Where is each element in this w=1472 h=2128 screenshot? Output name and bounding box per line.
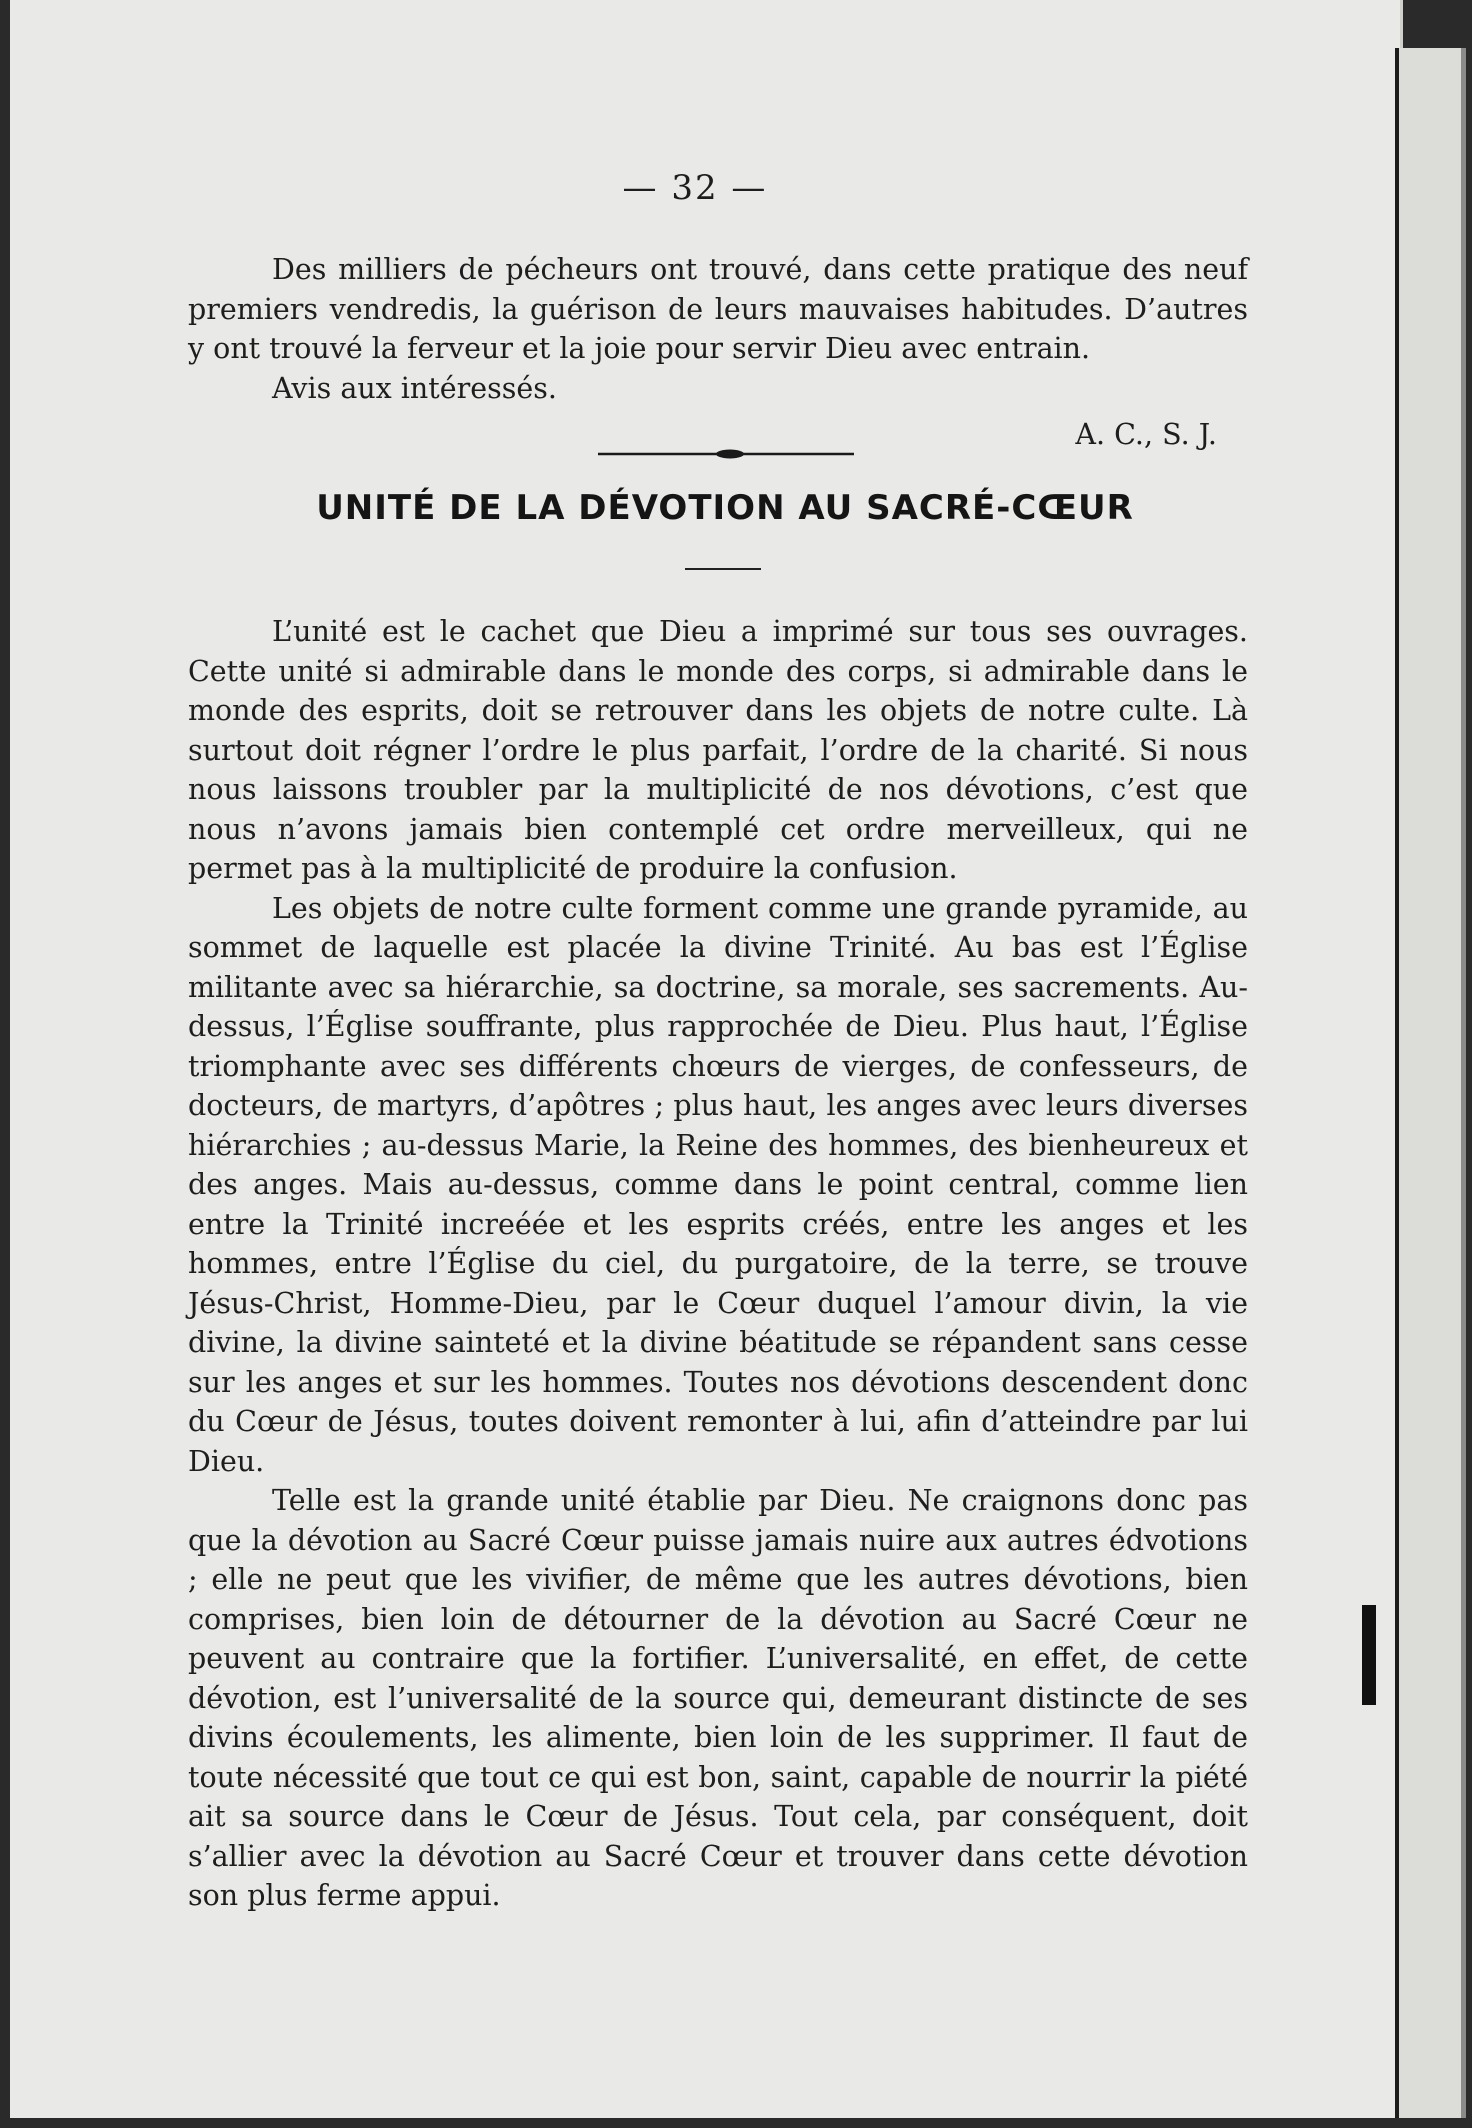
ornamental-divider (598, 449, 854, 459)
next-page-edge (1395, 48, 1466, 2118)
author-signature: A. C., S. J. (1075, 418, 1217, 451)
article-paragraph: Telle est la grande unité établie par Dieu. Ne craignons donc pas que la dévotion au Sacré Cœur puisse jamais nuire aux autres édvotions ; elle ne peut que les vivifier, de même que les autres dévotions, bien comprises, bien loin de détourner de la dévotion au Sacré Cœur ne peuvent au contraire que la fortifier. L’universalité, en effet, de cette dévotion, est l’universalité de la source qui, demeurant distincte de ses divins écoulements, les alimente, bien loin de les supprimer. Il faut de toute nécessité que tout ce qui est bon, saint, capable de nourrir la piété ait sa source dans le Cœur de Jésus. Tout cela, par conséquent, doit s’allier avec la dévotion au Sacré Cœur et trouver dans cette dévotion son plus ferme appui. (188, 1484, 1248, 1912)
article-paragraph: L’unité est le cachet que Dieu a imprimé sur tous ses ouvrages. Cette unité si admirable dans le monde des corps, si admirable dans le monde des esprits, doit se retrouver dans les objets de notre culte. Là surtout doit régner l’ordre le plus parfait, l’ordre de la charité. Si nous nous laissons troubler par la multiplicité de nos dévotions, c’est que nous n’avons jamais bien contemplé cet ordre merveilleux, qui ne permet pas à la multiplicité de produire la confusion. (188, 615, 1248, 885)
page-edge-mark (1362, 1605, 1376, 1705)
article-paragraph: Les objets de notre culte forment comme une grande pyramide, au sommet de laquelle est placée la divine Trinité. Au bas est l’Église militante avec sa hiérarchie, sa doctrine, sa morale, ses sacrements. Au-dessus, l’Église souffrante, plus rapprochée de Dieu. Plus haut, l’Église triomphante avec ses différents chœurs de vierges, de confesseurs, de docteurs, de martyrs, d’apôtres ; plus haut, les anges avec leurs diverses hiérarchies ; au-dessus Marie, la Reine des hommes, des bienheureux et des anges. Mais au-dessus, comme dans le point central, comme lien entre la Trinité increéée et les esprits créés, entre les anges et les hommes, entre l’Église du ciel, du purgatoire, de la terre, se trouve Jésus-Christ, Homme-Dieu, par le Cœur duquel l’amour divin, la vie divine, la divine sainteté et la divine béatitude se répandent sans cesse sur les anges et sur les hommes. Toutes nos dévotions descendent donc du Cœur de Jésus, toutes doivent remonter à lui, afin d’atteindre par lui Dieu. (188, 891, 1248, 1478)
intro-paragraph: Des milliers de pécheurs ont trouvé, dans cette pratique des neuf premiers vendredis, la guérison de leurs mauvaises habitudes. D’autres y ont trouvé la ferveur et la joie pour servir Dieu avec entrain. (188, 253, 1248, 365)
page-number: — 32 — (622, 168, 768, 208)
intro-note: Avis aux intéressés. (272, 371, 557, 405)
intro-text (188, 250, 1248, 408)
title-rule (685, 568, 761, 570)
article-body (188, 612, 1248, 1916)
section-title: UNITÉ DE LA DÉVOTION AU SACRÉ-CŒUR (316, 488, 1134, 528)
